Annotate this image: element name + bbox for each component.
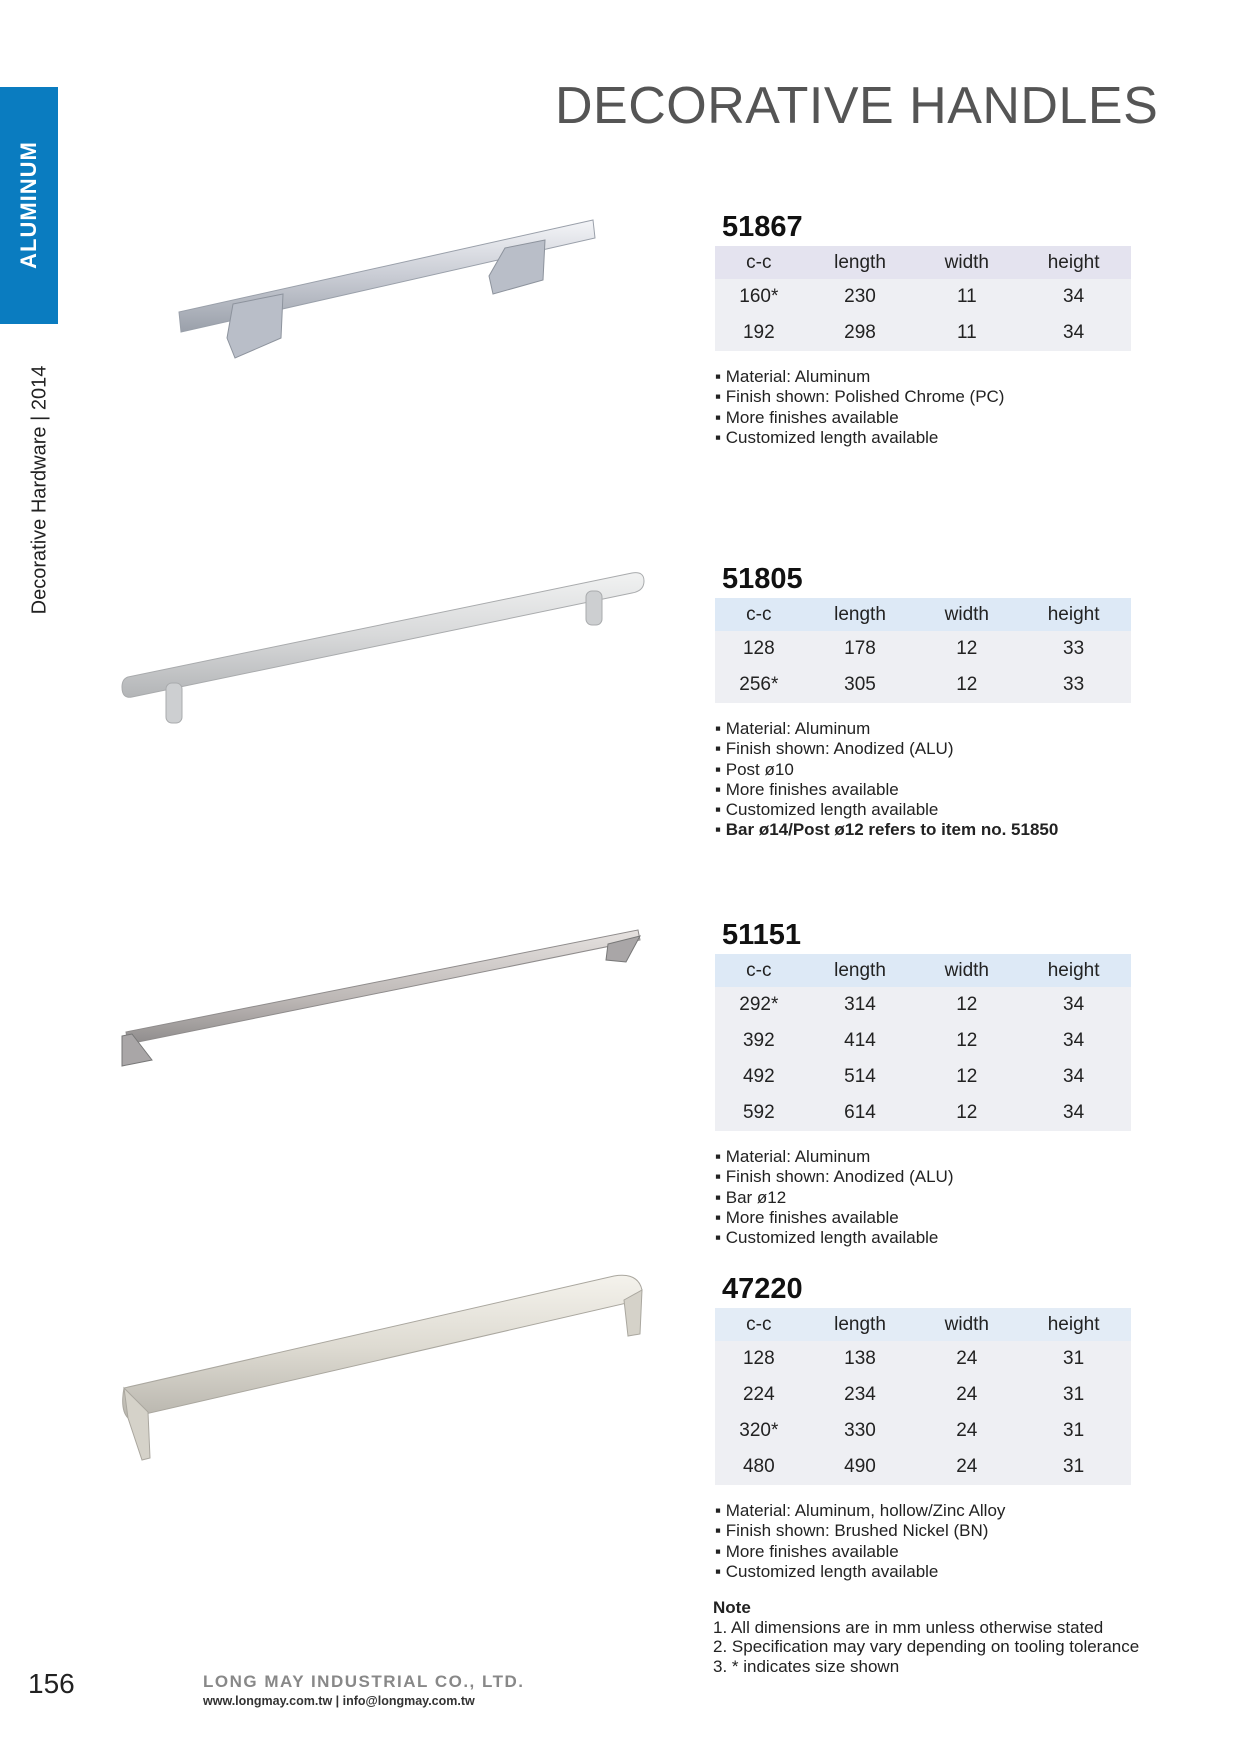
product-51805 [715, 562, 1131, 841]
header-length: length [803, 1308, 918, 1341]
cell-length: 414 [803, 1023, 918, 1059]
note-line: 1. All dimensions are in mm unless otherwise stated [713, 1617, 1104, 1637]
product-47220 [715, 1272, 1131, 1582]
list-item: ▪ Finish shown: Anodized (ALU) [715, 739, 1131, 759]
cell-length: 234 [803, 1377, 918, 1413]
cell-width: 12 [917, 1095, 1016, 1131]
wide-bar-handle-icon [118, 1270, 648, 1470]
cell-length: 330 [803, 1413, 918, 1449]
cell-cc: 480 [715, 1449, 803, 1485]
cell-height: 31 [1016, 1377, 1131, 1413]
catalog-label: Decorative Hardware | 2014 [28, 365, 51, 615]
table-row [715, 1413, 1131, 1449]
page-number: 156 [28, 1668, 75, 1699]
cell-width: 11 [917, 279, 1016, 315]
header-cc: c-c [715, 1308, 803, 1341]
list-item: ▪ Customized length available [715, 1562, 1131, 1582]
list-item: ▪ Bar ø12 [715, 1188, 1131, 1208]
cell-height: 34 [1016, 1095, 1131, 1131]
chrome-bar-handle-icon [175, 210, 615, 370]
list-item: ▪ Bar ø14/Post ø12 refers to item no. 51850 [715, 820, 1131, 840]
cell-width: 12 [917, 631, 1016, 667]
note-block [713, 1598, 1139, 1676]
table-row [715, 1377, 1131, 1413]
spec-header-row [715, 1308, 1131, 1341]
cell-cc: 292* [715, 987, 803, 1023]
cell-length: 178 [803, 631, 918, 667]
section-tab [0, 87, 58, 324]
page-title: DECORATIVE HANDLES [555, 77, 1159, 135]
spec-table [715, 1308, 1131, 1485]
header-width: width [917, 246, 1016, 279]
list-item: ▪ Customized length available [715, 428, 1131, 448]
list-item: ▪ Finish shown: Anodized (ALU) [715, 1167, 1131, 1187]
cell-width: 12 [917, 1023, 1016, 1059]
cell-cc: 128 [715, 631, 803, 667]
cell-length: 490 [803, 1449, 918, 1485]
cell-height: 34 [1016, 315, 1131, 351]
product-code: 51151 [722, 919, 802, 951]
cell-cc: 592 [715, 1095, 803, 1131]
cell-width: 24 [917, 1377, 1016, 1413]
list-item: ▪ Finish shown: Brushed Nickel (BN) [715, 1521, 1131, 1541]
list-item: ▪ Material: Aluminum [715, 367, 1131, 387]
table-row [715, 279, 1131, 315]
header-length: length [803, 954, 918, 987]
header-cc: c-c [715, 598, 803, 631]
header-height: height [1016, 598, 1131, 631]
header-height: height [1016, 954, 1131, 987]
cell-length: 614 [803, 1095, 918, 1131]
feature-list [715, 367, 1131, 448]
cell-length: 314 [803, 987, 918, 1023]
header-width: width [917, 1308, 1016, 1341]
cell-length: 305 [803, 667, 918, 703]
company-contact: www.longmay.com.tw | info@longmay.com.tw [203, 1694, 475, 1708]
product-code: 51867 [722, 211, 803, 243]
cell-length: 138 [803, 1341, 918, 1377]
header-height: height [1016, 1308, 1131, 1341]
cell-width: 11 [917, 315, 1016, 351]
cell-cc: 128 [715, 1341, 803, 1377]
list-item: ▪ More finishes available [715, 1542, 1131, 1562]
cell-height: 31 [1016, 1413, 1131, 1449]
cell-cc: 224 [715, 1377, 803, 1413]
header-cc: c-c [715, 246, 803, 279]
table-row [715, 631, 1131, 667]
cell-width: 24 [917, 1341, 1016, 1377]
cell-height: 34 [1016, 987, 1131, 1023]
feature-list [715, 719, 1131, 841]
cell-height: 34 [1016, 1023, 1131, 1059]
spec-table [715, 954, 1131, 1131]
spec-table [715, 598, 1131, 703]
cell-width: 24 [917, 1449, 1016, 1485]
header-height: height [1016, 246, 1131, 279]
cell-cc: 320* [715, 1413, 803, 1449]
cell-cc: 256* [715, 667, 803, 703]
cell-height: 34 [1016, 279, 1131, 315]
slim-bar-handle-icon [118, 920, 648, 1070]
cell-height: 31 [1016, 1341, 1131, 1377]
header-cc: c-c [715, 954, 803, 987]
list-item: ▪ Post ø10 [715, 760, 1131, 780]
product-51867 [715, 210, 1131, 448]
cell-cc: 192 [715, 315, 803, 351]
table-row [715, 1449, 1131, 1485]
feature-list [715, 1501, 1131, 1582]
list-item: ▪ More finishes available [715, 1208, 1131, 1228]
list-item: ▪ Material: Aluminum, hollow/Zinc Alloy [715, 1501, 1131, 1521]
cell-width: 12 [917, 1059, 1016, 1095]
cell-height: 33 [1016, 631, 1131, 667]
cell-length: 298 [803, 315, 918, 351]
list-item: ▪ Customized length available [715, 1228, 1131, 1248]
spec-header-row [715, 954, 1131, 987]
list-item: ▪ More finishes available [715, 780, 1131, 800]
note-line: 2. Specification may vary depending on tooling tolerance [713, 1637, 1140, 1656]
cell-height: 34 [1016, 1059, 1131, 1095]
product-51151 [715, 918, 1131, 1248]
company-info [203, 1672, 525, 1708]
table-row [715, 667, 1131, 703]
header-length: length [803, 598, 918, 631]
cell-width: 24 [917, 1413, 1016, 1449]
table-row [715, 1341, 1131, 1377]
table-row [715, 1095, 1131, 1131]
table-row [715, 1059, 1131, 1095]
section-tab-label: ALUMINUM [16, 141, 41, 269]
product-code: 47220 [722, 1273, 803, 1305]
cell-cc: 160* [715, 279, 803, 315]
list-item: ▪ Customized length available [715, 800, 1131, 820]
feature-list [715, 1147, 1131, 1248]
round-bar-handle-icon [118, 565, 648, 735]
table-row [715, 315, 1131, 351]
cell-cc: 492 [715, 1059, 803, 1095]
cell-length: 514 [803, 1059, 918, 1095]
spec-header-row [715, 246, 1131, 279]
spec-table [715, 246, 1131, 351]
header-width: width [917, 954, 1016, 987]
list-item: ▪ Material: Aluminum [715, 1147, 1131, 1167]
cell-width: 12 [917, 667, 1016, 703]
note-line: 3. * indicates size shown [713, 1656, 900, 1676]
table-row [715, 1023, 1131, 1059]
table-row [715, 987, 1131, 1023]
product-code: 51805 [722, 563, 803, 595]
list-item: ▪ Material: Aluminum [715, 719, 1131, 739]
company-name: LONG MAY INDUSTRIAL CO., LTD. [203, 1672, 525, 1691]
header-width: width [917, 598, 1016, 631]
note-title: Note [713, 1598, 751, 1617]
spec-header-row [715, 598, 1131, 631]
cell-height: 31 [1016, 1449, 1131, 1485]
cell-cc: 392 [715, 1023, 803, 1059]
list-item: ▪ Finish shown: Polished Chrome (PC) [715, 387, 1131, 407]
cell-height: 33 [1016, 667, 1131, 703]
cell-length: 230 [803, 279, 918, 315]
cell-width: 12 [917, 987, 1016, 1023]
header-length: length [803, 246, 918, 279]
list-item: ▪ More finishes available [715, 408, 1131, 428]
